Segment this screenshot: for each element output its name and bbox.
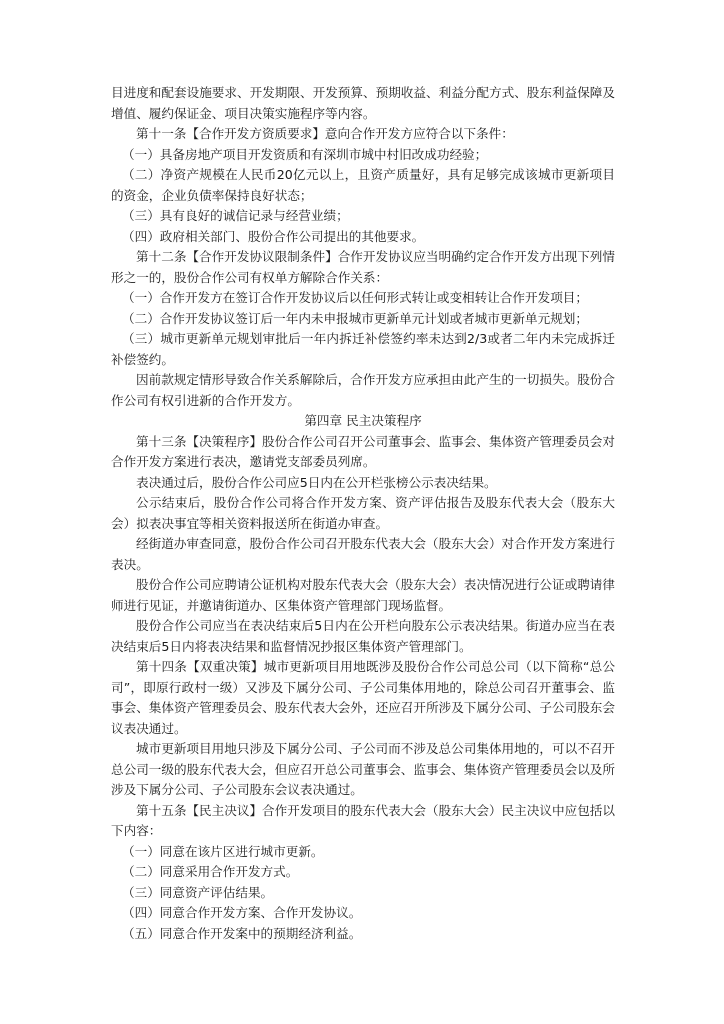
article-11-item-2: （二）净资产规模在人民币20亿元以上，且资产质量好，具有足够完成该城市更新项目的资金，企业负债率保持良好状态； xyxy=(111,167,615,203)
article-12-item-1: （一）合作开发方在签订合作开发协议后以任何形式转让或变相转让合作开发项目； xyxy=(122,290,588,305)
article-12-title: 第十二条【合作开发协议限制条件】合作开发协议应当明确约定合作开发方出现下列情形之一的，股份合作公司有权单方解除合作关系： xyxy=(111,249,615,285)
article-15-item-3: （三）同意资产评估结果。 xyxy=(122,884,274,900)
article-12-item-2: （二）合作开发协议签订后一年内未申报城市更新单元计划或者城市更新单元规划； xyxy=(122,310,588,326)
article-12-note: 因前款规定情形导致合作关系解除后，合作开发方应承担由此产生的一切损失。股份合作公司有权引进新的合作开发方。 xyxy=(111,372,615,408)
article-13-para-3: 公示结束后，股份合作公司将合作开发方案、资产评估报告及股东代表大会（股东大会）拟表决事宜等相关资料报送所在街道办审查。 xyxy=(111,495,615,531)
article-15-item-1: （一）同意在该片区进行城市更新。 xyxy=(122,843,324,859)
article-14-para-2: 城市更新项目用地只涉及下属分公司、子公司而不涉及总公司集体用地的，可以不召开总公司一级的股东代表大会，但应召开总公司董事会、监事会、集体资产管理委员会以及所涉及下属分公司、子公司股东会议表决通过。 xyxy=(111,741,615,797)
article-14-title: 第十四条【双重决策】城市更新项目用地既涉及股份合作公司总公司（以下简称“总公司”，即原行政村一级）又涉及下属分公司、子公司集体用地的，除总公司召开董事会、监事会、集体资产管理委员会、股东代表大会外，还应召开所涉及下属分公司、子公司股东会议表决通过。 xyxy=(111,659,615,736)
article-12-item-3: （三）城市更新单元规划审批后一年内拆迁补偿签约率未达到2/3或者二年内未完成拆迁补偿签约。 xyxy=(111,331,615,367)
article-11-item-3: （三）具有良好的诚信记录与经营业绩； xyxy=(122,208,349,223)
article-15-item-2: （二）同意采用合作开发方式。 xyxy=(122,864,299,879)
article-13-para-6: 股份合作公司应当在表决结束后5日内在公开栏向股东公示表决结果。街道办应当在表决结束后5日内将表决结果和监督情况抄报区集体资产管理部门。 xyxy=(111,618,615,654)
article-13-para-4: 经街道办审查同意，股份合作公司召开股东代表大会（股东大会）对合作开发方案进行表决。 xyxy=(111,536,615,572)
document-body xyxy=(111,83,615,944)
paragraph-continuation: 目进度和配套设施要求、开发期限、开发预算、预期收益、利益分配方式、股东利益保障及增值、履约保证金、项目决策实施程序等内容。 xyxy=(111,85,615,121)
article-13-title: 第十三条【决策程序】股份合作公司召开公司董事会、监事会、集体资产管理委员会对合作开发方案进行表决，邀请党支部委员列席。 xyxy=(111,433,615,469)
article-11-item-1: （一）具备房地产项目开发资质和有深圳市城中村旧改成功经验； xyxy=(122,146,488,162)
article-13-para-5: 股份合作公司应聘请公证机构对股东代表大会（股东大会）表决情况进行公证或聘请律师进行见证，并邀请街道办、区集体资产管理部门现场监督。 xyxy=(111,577,615,613)
article-15-item-4: （四）同意合作开发方案、合作开发协议。 xyxy=(122,905,362,920)
article-13-para-2: 表决通过后，股份合作公司应5日内在公开栏张榜公示表决结果。 xyxy=(136,474,497,490)
article-11-item-4: （四）政府相关部门、股份合作公司提出的其他要求。 xyxy=(122,228,425,244)
article-15-item-5: （五）同意合作开发案中的预期经济利益。 xyxy=(122,925,362,941)
article-15-title: 第十五条【民主决议】合作开发项目的股东代表大会（股东大会）民主决议中应包括以下内容： xyxy=(111,802,615,838)
chapter-heading: 第四章 民主决策程序 xyxy=(304,413,422,428)
article-11-title: 第十一条【合作开发方资质要求】意向合作开发方应符合以下条件： xyxy=(136,126,514,141)
